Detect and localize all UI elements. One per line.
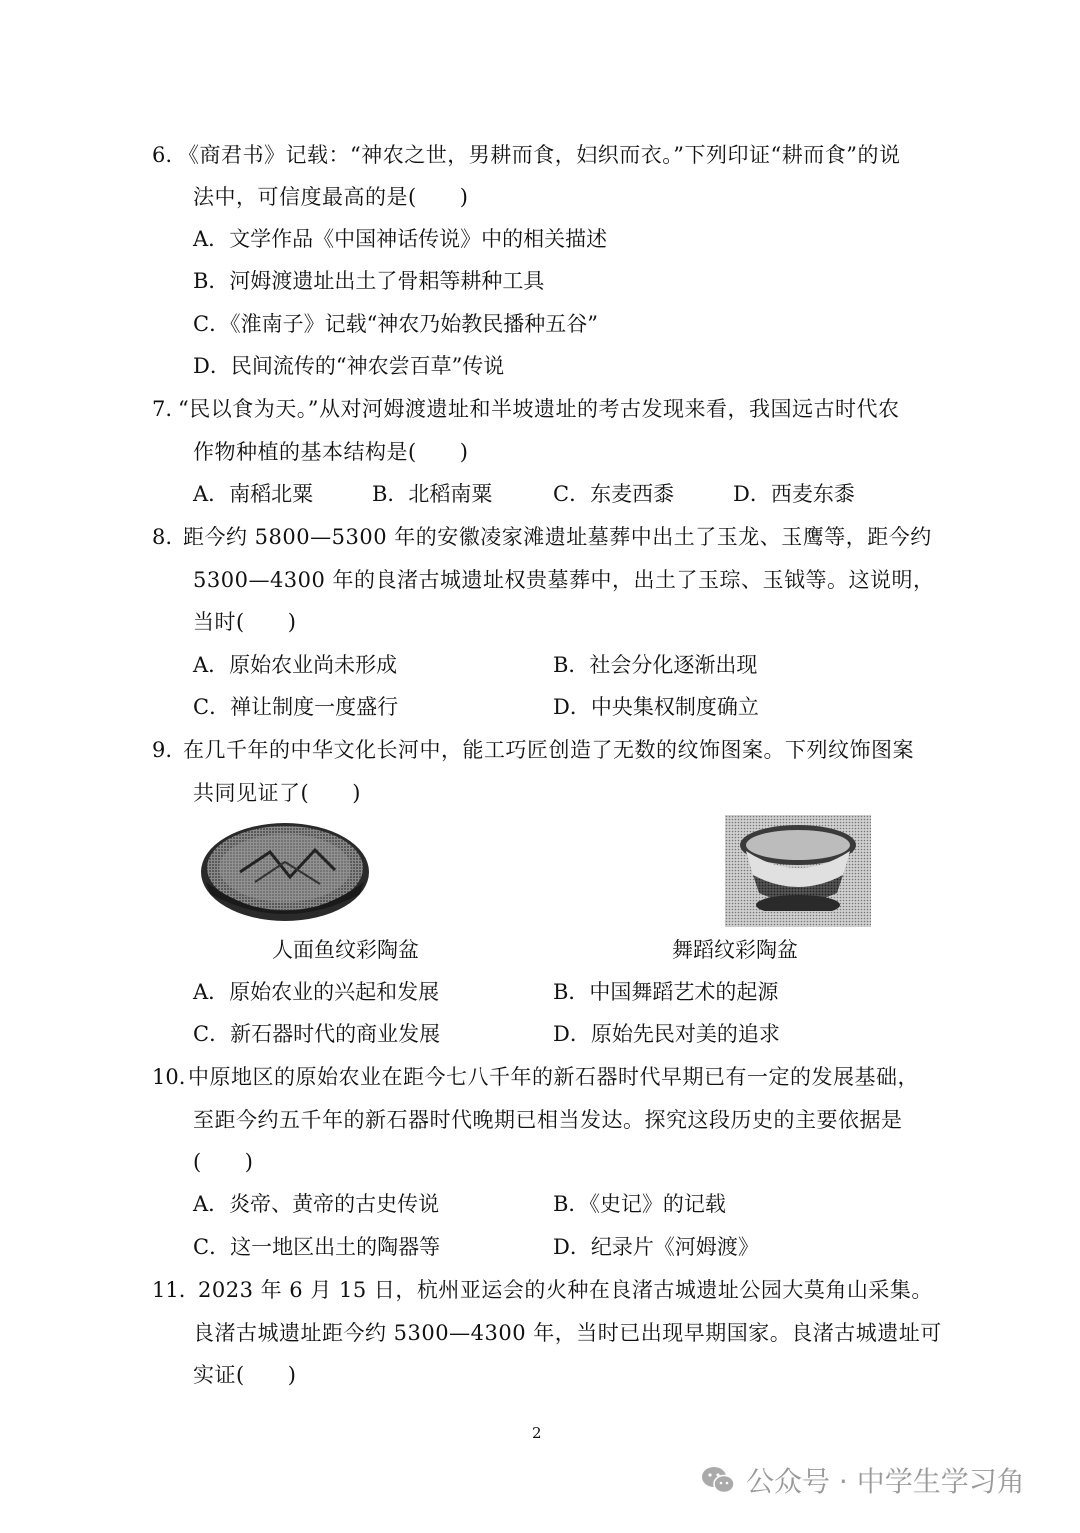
question-10-option-a: A．炎帝、黄帝的古史传说 bbox=[193, 1192, 440, 1216]
question-9-stem-line2: 共同见证了( ) bbox=[193, 781, 361, 805]
watermark bbox=[700, 1460, 1025, 1500]
question-9-number: 9. bbox=[152, 738, 173, 762]
question-8-option-d: D．中央集权制度确立 bbox=[553, 695, 759, 719]
question-8-number: 8. bbox=[152, 525, 173, 549]
figure-caption-face-fish-basin: 人面鱼纹彩陶盆 bbox=[272, 938, 419, 962]
question-9-option-d: D．原始先民对美的追求 bbox=[553, 1022, 780, 1046]
question-6-number: 6. bbox=[152, 143, 173, 167]
question-11-number: 11. bbox=[152, 1278, 186, 1302]
question-6-stem-line2: 法中，可信度最高的是( ) bbox=[193, 185, 469, 209]
question-11-stem-line3: 实证( ) bbox=[193, 1363, 297, 1387]
question-6-stem-line1: 《商君书》记载：“神农之世，男耕而食，妇织而衣。”下列印证“耕而食”的说 bbox=[178, 143, 901, 167]
question-6-option-b: B．河姆渡遗址出土了骨耜等耕种工具 bbox=[193, 269, 545, 293]
question-8-option-c: C．禅让制度一度盛行 bbox=[193, 695, 399, 719]
question-10-stem-line3: ( ) bbox=[193, 1150, 254, 1174]
question-10-option-c: C．这一地区出土的陶器等 bbox=[193, 1235, 441, 1259]
question-7-option-a: A．南稻北粟 bbox=[193, 482, 314, 506]
page-number: 2 bbox=[532, 1424, 542, 1442]
dance-pattern-basin-image bbox=[725, 815, 871, 927]
question-7-stem-line1: “民以食为天。”从对河姆渡遗址和半坡遗址的考古发现来看，我国远古时代农 bbox=[178, 397, 900, 421]
question-7-option-d: D．西麦东黍 bbox=[733, 482, 855, 506]
question-10-number: 10. bbox=[152, 1065, 186, 1089]
question-8-option-a: A．原始农业尚未形成 bbox=[193, 653, 398, 677]
question-8-option-b: B．社会分化逐渐出现 bbox=[553, 653, 758, 677]
question-7-stem-line2: 作物种植的基本结构是( ) bbox=[193, 440, 469, 464]
question-8-stem-line2: 5300—4300 年的良渚古城遗址权贵墓葬中，出土了玉琮、玉钺等。这说明， bbox=[193, 568, 935, 592]
question-10-stem-line1: 中原地区的原始农业在距今七八千年的新石器时代早期已有一定的发展基础， bbox=[188, 1065, 919, 1089]
figure-caption-dance-basin: 舞蹈纹彩陶盆 bbox=[672, 938, 798, 962]
watermark-text: 公众号 · 中学生学习角 bbox=[746, 1465, 1025, 1498]
question-10-option-d: D．纪录片《河姆渡》 bbox=[553, 1235, 759, 1259]
question-7-option-c: C．东麦西黍 bbox=[553, 482, 675, 506]
question-6-option-a: A．文学作品《中国神话传说》中的相关描述 bbox=[193, 227, 608, 251]
face-fish-basin-image bbox=[200, 822, 370, 926]
question-9-option-c: C．新石器时代的商业发展 bbox=[193, 1022, 441, 1046]
question-10-stem-line2: 至距今约五千年的新石器时代晚期已相当发达。探究这段历史的主要依据是 bbox=[193, 1108, 903, 1132]
question-7-number: 7. bbox=[152, 397, 173, 421]
question-11-stem-line2: 良渚古城遗址距今约 5300—4300 年，当时已出现早期国家。良渚古城遗址可 bbox=[193, 1321, 942, 1345]
question-8-stem-line1: 距今约 5800—5300 年的安徽凌家滩遗址墓葬中出土了玉龙、玉鹰等，距今约 bbox=[183, 525, 932, 549]
question-11-stem-line1: 2023 年 6 月 15 日，杭州亚运会的火种在良渚古城遗址公园大莫角山采集。 bbox=[198, 1278, 933, 1302]
question-6-option-d: D．民间流传的“神农尝百草”传说 bbox=[193, 354, 505, 378]
question-10-option-b: B．《史记》的记载 bbox=[553, 1192, 726, 1216]
question-8-stem-line3: 当时( ) bbox=[193, 610, 297, 634]
wechat-icon bbox=[700, 1465, 736, 1495]
question-9-option-b: B．中国舞蹈艺术的起源 bbox=[553, 980, 779, 1004]
question-7-option-b: B．北稻南粟 bbox=[372, 482, 493, 506]
question-9-stem-line1: 在几千年的中华文化长河中，能工巧匠创造了无数的纹饰图案。下列纹饰图案 bbox=[183, 738, 914, 762]
question-6-option-c: C．《淮南子》记载“神农乃始教民播种五谷” bbox=[193, 312, 599, 336]
question-9-option-a: A．原始农业的兴起和发展 bbox=[193, 980, 440, 1004]
